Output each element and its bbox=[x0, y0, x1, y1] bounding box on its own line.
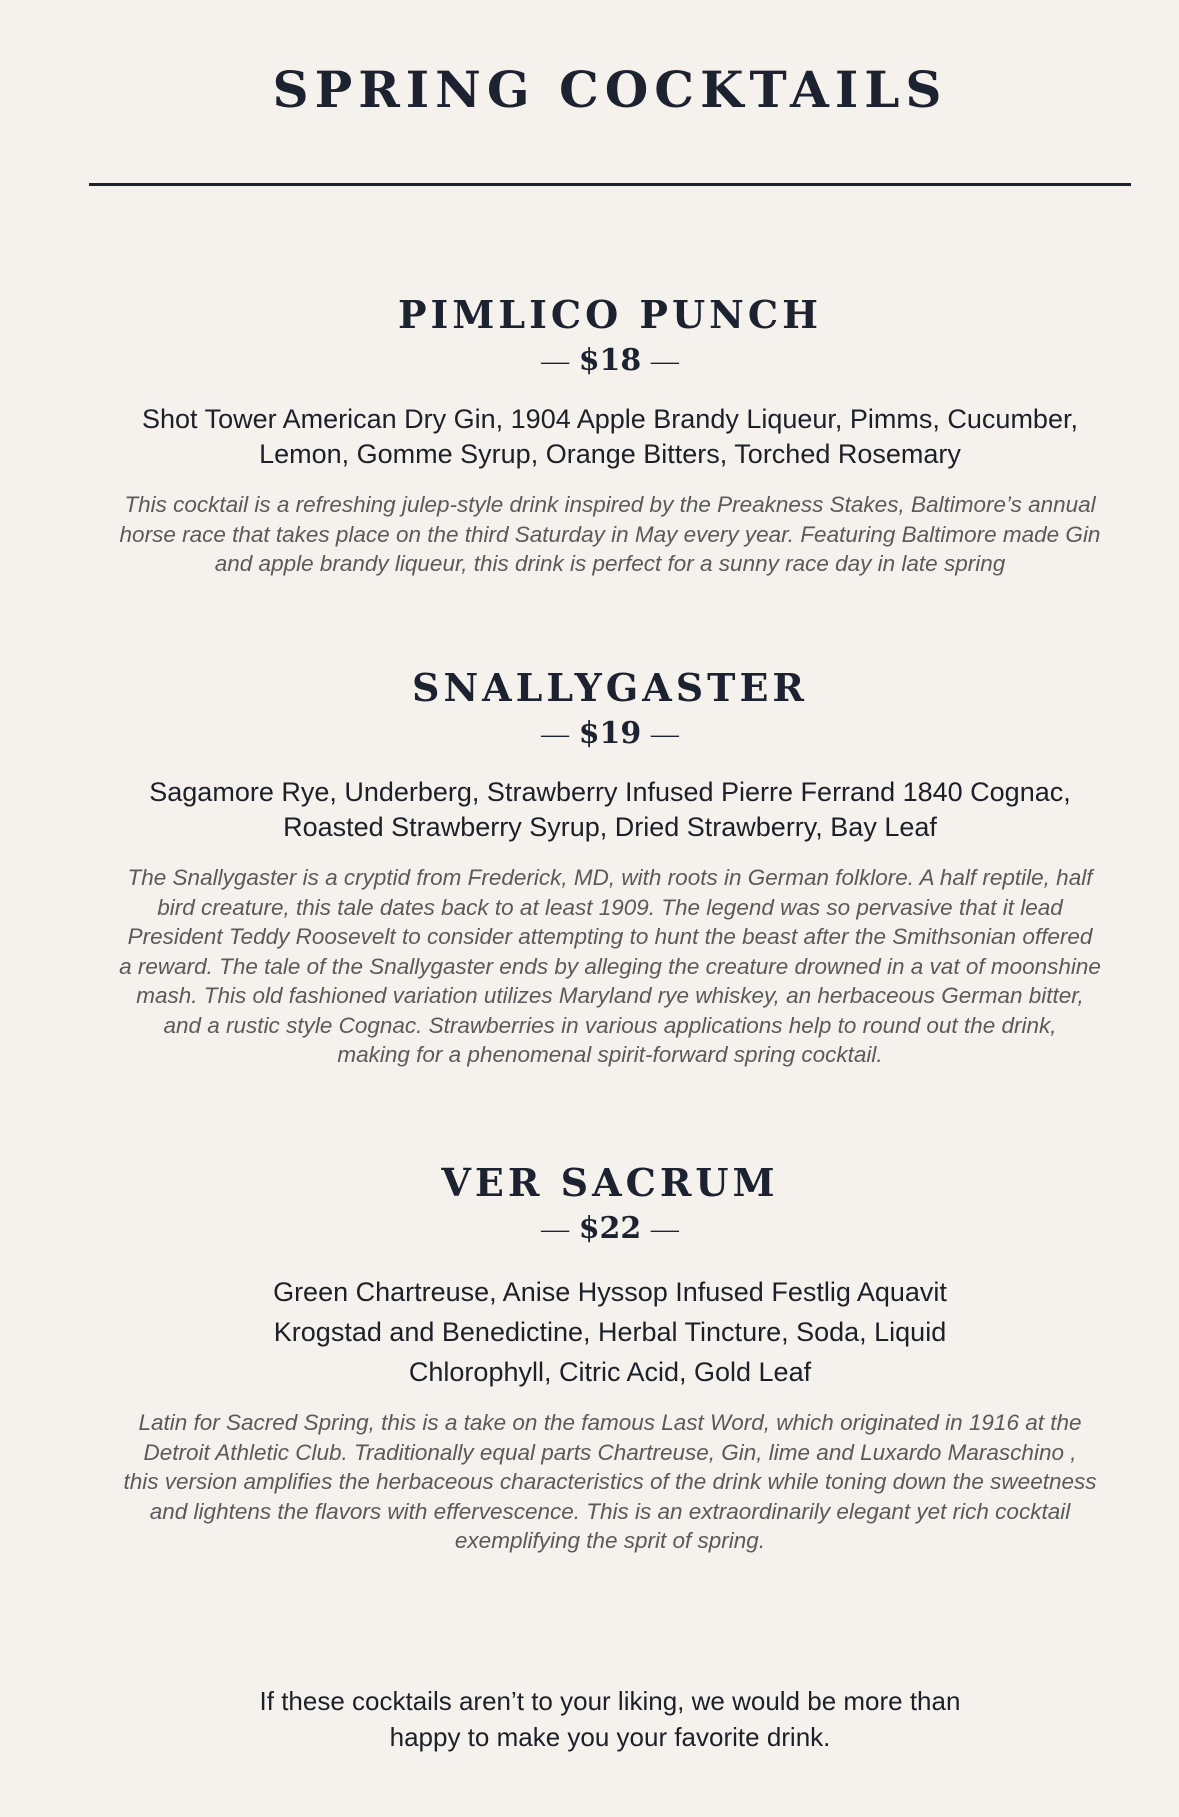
drink-ver-sacrum bbox=[80, 1159, 1140, 1556]
drink-name: SNALLYGASTER bbox=[412, 665, 808, 710]
price-dash-right: — bbox=[650, 346, 679, 377]
ingredients-line: Roasted Strawberry Syrup, Dried Strawberry, Bay Leaf bbox=[283, 812, 937, 842]
price-value: $18 bbox=[578, 343, 642, 378]
description-line: President Teddy Roosevelt to consider attempting to hunt the beast after the Smithsonian offered bbox=[127, 924, 1093, 949]
description-line: The Snallygaster is a cryptid from Frederick, MD, with roots in German folklore. A half reptile, half bbox=[127, 865, 1093, 890]
drink-price bbox=[80, 712, 1140, 757]
ingredients-line: Krogstad and Benedictine, Herbal Tincture, Soda, Liquid bbox=[273, 1317, 947, 1347]
ingredients-line: Lemon, Gomme Syrup, Orange Bitters, Torched Rosemary bbox=[259, 439, 961, 469]
price-dash-left: — bbox=[541, 346, 570, 377]
description-line: horse race that takes place on the third Saturday in May every year. Featuring Baltimore made Gin bbox=[119, 521, 1101, 547]
description-line: and a rustic style Cognac. Strawberries in various applications help to round out the drink, bbox=[163, 1012, 1057, 1038]
drink-ingredients bbox=[80, 775, 1140, 845]
ingredients-line: Green Chartreuse, Anise Hyssop Infused Festlig Aquavit bbox=[273, 1277, 947, 1307]
drink-description bbox=[80, 863, 1140, 1070]
description-line: making for a phenomenal spirit-forward spring cocktail. bbox=[337, 1042, 883, 1067]
description-line: mash. This old fashioned variation utilizes Maryland rye whiskey, an herbaceous German bitter, bbox=[136, 983, 1084, 1008]
price-dash-left: — bbox=[541, 1214, 570, 1245]
description-line: exemplifying the sprit of spring. bbox=[454, 1528, 766, 1553]
ingredients-line: Shot Tower American Dry Gin, 1904 Apple Brandy Liqueur, Pimms, Cucumber, bbox=[142, 404, 1078, 434]
ingredients-line: Sagamore Rye, Underberg, Strawberry Infused Pierre Ferrand 1840 Cognac, bbox=[149, 777, 1071, 807]
description-line: and lightens the flavors with effervescence. This is an extraordinarily elegant yet rich cocktail bbox=[149, 1498, 1071, 1524]
description-line: Latin for Sacred Spring, this is a take on the famous Last Word, which originated in 1916 at the bbox=[138, 1410, 1082, 1435]
description-line: and apple brandy liqueur, this drink is perfect for a sunny race day in late spring bbox=[214, 551, 1006, 576]
price-dash-right: — bbox=[650, 1214, 679, 1245]
drink-description bbox=[80, 490, 1140, 579]
drink-name: PIMLICO PUNCH bbox=[397, 292, 823, 337]
drink-name: VER SACRUM bbox=[441, 1160, 779, 1205]
price-value: $19 bbox=[578, 716, 642, 751]
description-line: This cocktail is a refreshing julep-style drink inspired by the Preakness Stakes, Baltimore’s annual bbox=[124, 492, 1096, 517]
description-line: a reward. The tale of the Snallygaster ends by alleging the creature drowned in a vat of moonshine bbox=[119, 953, 1101, 979]
drink-price bbox=[80, 1207, 1140, 1252]
drink-ingredients bbox=[80, 1272, 1140, 1392]
description-line: bird creature, this tale dates back to at least 1909. The legend was so pervasive that it lead bbox=[157, 894, 1063, 920]
menu-title: SPRING COCKTAILS bbox=[272, 60, 948, 119]
drink-price bbox=[80, 339, 1140, 384]
price-value: $22 bbox=[578, 1211, 642, 1246]
price-dash-left: — bbox=[541, 719, 570, 750]
closing-line: If these cocktails aren’t to your liking, we would be more than bbox=[259, 1686, 961, 1716]
drink-description bbox=[80, 1408, 1140, 1556]
drink-ingredients bbox=[80, 402, 1140, 472]
price-dash-right: — bbox=[650, 719, 679, 750]
description-line: Detroit Athletic Club. Traditionally equal parts Chartreuse, Gin, lime and Luxardo Maraschino , bbox=[143, 1439, 1077, 1465]
description-line: this version amplifies the herbaceous characteristics of the drink while toning down the sweetness bbox=[123, 1469, 1097, 1494]
drink-pimlico-punch bbox=[80, 291, 1140, 579]
drink-snallygaster bbox=[80, 664, 1140, 1070]
closing-line: happy to make you your favorite drink. bbox=[389, 1722, 831, 1752]
closing-note bbox=[150, 1683, 1070, 1755]
ingredients-line: Chlorophyll, Citric Acid, Gold Leaf bbox=[408, 1357, 812, 1387]
title-divider bbox=[89, 183, 1131, 186]
